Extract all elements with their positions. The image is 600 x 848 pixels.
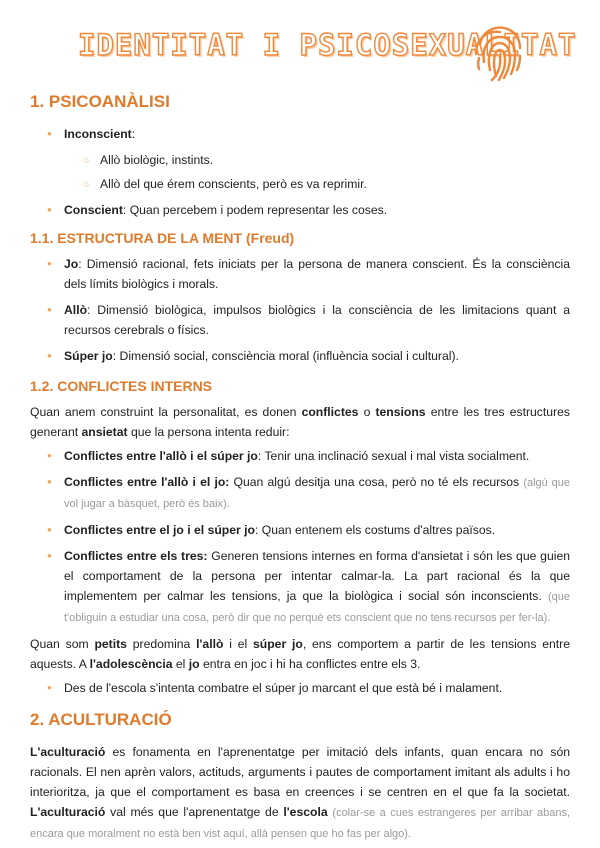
section-heading-conflictes: 1.2. CONFLICTES INTERNS [30, 378, 213, 394]
list-item-conflict-1 [30, 446, 570, 466]
list-item-conflict-4 [30, 546, 570, 628]
escola-list [30, 678, 570, 698]
inconscient-sublist [30, 150, 570, 194]
term-allo: Allò [64, 303, 88, 317]
document-body [30, 86, 570, 848]
title-banner [0, 18, 600, 88]
estructura-list [30, 254, 570, 366]
text: es fonamenta en l'aprenentatge per imitació dels infants, quan encara no són racionals. El nen aprèn valors, actituds, arguments i pautes de comportament imitant als adults i ho interioritza, ja que el comportament es basa en creences i se centren en el que fa la societat. [30, 745, 570, 799]
bold-text: L'aculturació [30, 805, 106, 819]
page-title: IDENTITAT I PSICOSEXUALITAT [78, 28, 577, 62]
section-heading-estructura: 1.1. ESTRUCTURA DE LA MENT (Freud) [30, 230, 295, 246]
text: Quan som [30, 637, 95, 651]
bold-text: conflictes [301, 405, 359, 419]
bold-text: l'allò [196, 637, 224, 651]
list-item-conflict-3 [30, 520, 570, 540]
definition-text: : Dimensió biològica, impulsos biològics i la consciència de les limitacions quant a recursos cerebrals o físics. [64, 303, 570, 337]
definition-text: Generen tensions internes en forma d'ansietat i són les que guien el comportament de la persona per intentar calmar-la. La part racional és la que implementem per calmar les tensions, ja que la biològica i social són inconscients. [64, 549, 570, 603]
definition-text: : Quan entenem els costums d'altres països. [254, 523, 496, 537]
term-jo: Jo [64, 257, 79, 271]
term-conscient: Conscient [64, 203, 123, 217]
term: Conflictes entre el jo i el súper jo [64, 523, 255, 537]
conflictes-list [30, 446, 570, 628]
conflictes-paragraph-2 [30, 634, 570, 674]
aculturacio-paragraph [30, 742, 570, 844]
sublist-item: ○ Allò del que érem conscients, però es va reprimir. [30, 174, 570, 194]
list-item-jo [30, 254, 570, 294]
bold-text: petits [94, 637, 127, 651]
definition-text: : Tenir una inclinació sexual i mal vista socialment. [257, 449, 530, 463]
definition-text: : Dimensió social, consciència moral (influència social i cultural). [112, 349, 459, 363]
bold-text: L'aculturació [30, 745, 106, 759]
term-superjo: Súper jo [64, 349, 113, 363]
list-item-conflict-2 [30, 472, 570, 514]
psicoanalisi-list [30, 124, 570, 144]
section-heading-psicoanalisi: 1. PSICOANÀLISI [30, 92, 170, 111]
bold-text: l'escola [283, 805, 328, 819]
fingerprint-icon [470, 22, 526, 84]
list-item-escola: ● Des de l'escola s'intenta combatre el súper jo marcant el que està bé i malament. [30, 678, 570, 698]
text: i el [223, 637, 253, 651]
bold-text: jo [188, 657, 200, 671]
colon: : [131, 127, 136, 141]
bold-text: l'adolescència [89, 657, 173, 671]
term: Conflictes entre els tres: [64, 549, 208, 563]
section-heading-aculturacio: 2. ACULTURACIÓ [30, 710, 172, 729]
text: predomina [126, 637, 197, 651]
sublist-item: ○ Allò biològic, instints. [30, 150, 570, 170]
term: Conflictes entre l'allò i el jo: [64, 475, 230, 489]
text: Quan anem construint la personalitat, es donen [30, 405, 302, 419]
text: que la persona intenta reduir: [127, 425, 290, 439]
text: entre les tres estructures generant [30, 405, 570, 439]
definition-text: : Quan percebem i podem representar les coses. [122, 203, 388, 217]
definition-text: : Dimensió racional, fets iniciats per la persona de manera conscient. És la consciència dels límits biològics i morals. [64, 257, 570, 291]
psicoanalisi-list-2 [30, 200, 570, 220]
text: val més que l'aprenentatge de [105, 805, 284, 819]
list-item-superjo [30, 346, 570, 366]
bold-text: tensions [375, 405, 426, 419]
conflictes-intro [30, 402, 570, 442]
definition-text: Quan algú desitja una cosa, però no té els recursos [229, 475, 524, 489]
example-note: (algú que vol jugar a bàsquet, però és baix). [64, 477, 570, 510]
example-note: (colar-se a cues estrangeres per arribar abans, encara que moralment no està ben vist aquí, allà pensen que ho fas per algo). [30, 807, 571, 840]
example-note: (que t'obliguin a estudiar una cosa, però dir que no perquè ets conscient que no tens recursos per fer-la). [64, 591, 570, 624]
term: Conflictes entre l'allò i el súper jo [64, 449, 258, 463]
list-item-inconscient [30, 124, 570, 144]
list-item-conscient [30, 200, 570, 220]
list-item-allo [30, 300, 570, 340]
text: o [358, 405, 376, 419]
bold-text: ansietat [81, 425, 128, 439]
bold-text: súper jo [253, 637, 303, 651]
text: entra en joc i hi ha conflictes entre els 3. [199, 657, 421, 671]
text: el [172, 657, 189, 671]
text: , ens comportem a partir de les tensions entre aquests. A [30, 637, 571, 671]
term-inconscient: Inconscient [64, 127, 132, 141]
